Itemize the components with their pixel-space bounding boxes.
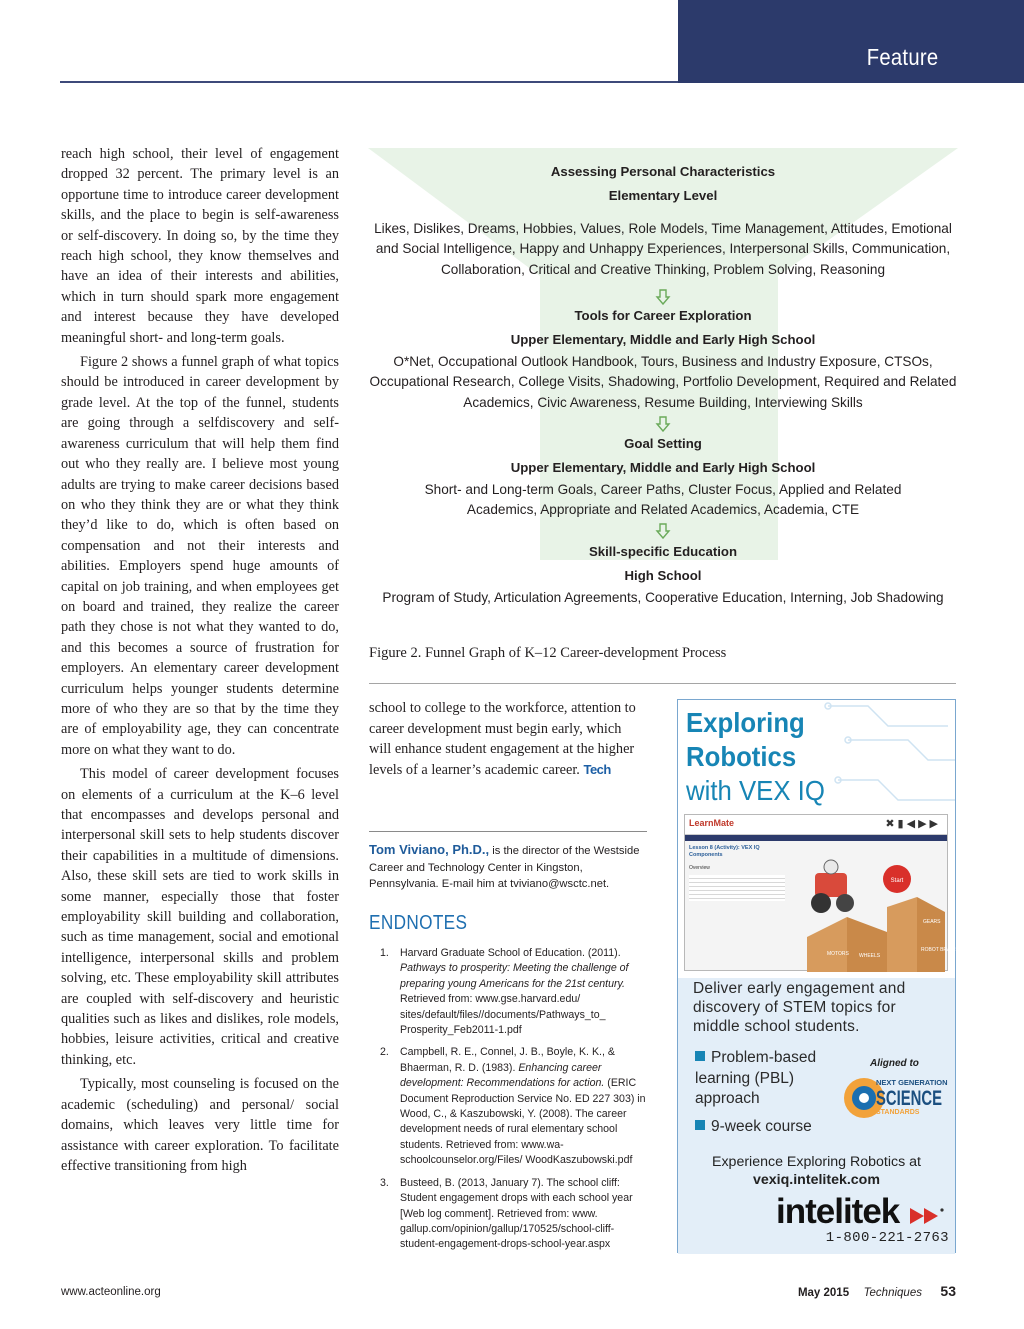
figure-divider [369,683,956,684]
intelitek-logo: intelitek [776,1192,900,1231]
funnel-figure [368,148,958,618]
endnote-item [369,1045,647,1168]
endnote-text: (ERIC Document Reproduction Service No. ED 227 303) in Wood, C., & Kaszubowski, Y. (2008). The career development needs of rural elementary school students. Retrieved from: www.wa-schoolcounselor.org/Files/ WoodKaszubowski.pdf [400,1077,646,1167]
footer-url[interactable]: www.acteonline.org [61,1286,161,1298]
start-button-label: Start [890,878,904,884]
down-arrow-icon [656,523,670,539]
section-label: Feature [866,44,938,70]
box-label: WHEELS [859,953,881,959]
author-bio [369,842,649,893]
stage-items: Likes, Dislikes, Dreams, Hobbies, Values, Role Models, Time Management, Attitudes, Emotional and Social Intelligence, Happy and Unhappy Experiences, Interpersonal Skills, Communication, Collaboration, Critical and Creative Thinking, Problem Solving, Reasoning [374,221,952,277]
stage-title: Goal Setting [624,436,702,451]
bullet-square-icon [695,1120,705,1130]
author-name: Tom Viviano, Ph.D., [369,842,490,857]
funnel-stage-3 [368,432,958,521]
ad-headline-line: Robotics [686,741,797,772]
ad-phone: 1-800-221-2763 [825,1230,949,1246]
stage-items: Program of Study, Articulation Agreements, Cooperative Education, Interning, Job Shadowing [382,590,944,605]
stage-items: Short- and Long-term Goals, Career Paths, Cluster Focus, Applied and Related Academics, Appropriate and Related Academics, Academia, CTE [424,482,902,518]
box-label: GEARS [923,919,941,925]
issue-date: May 2015 [797,1287,850,1299]
cta-url[interactable]: vexiq.intelitek.com [753,1172,880,1188]
app-toolbar [685,815,947,835]
aligned-label: Aligned to [870,1058,919,1069]
ngss-text: NEXT GENERATION [876,1078,948,1087]
body-column-left [61,144,339,1180]
ad-bullet-text: 9-week course [711,1118,812,1135]
app-logo: LearnMate [689,818,735,828]
author-bio-text: is the director of the Westside Career and Technology Center in Kingston, Pennsylvania. E-mail him at tviviano@wsctc.net. [369,845,640,890]
endnote-number: 2. [380,1046,389,1059]
body-paragraph: school to college to the workforce, attention to career development must begin early, which will enhance student engagement at the higher levels of a learner’s academic career. [369,700,636,778]
toolbar-icons: ✖▮◀▶▶ [885,817,941,830]
ad-headline-line: Exploring [686,707,805,738]
ngss-text: STANDARDS [876,1109,920,1116]
bullet-square-icon [695,1051,705,1061]
stage-title: Tools for Career Exploration [574,308,752,323]
ad-call-to-action [678,1153,955,1189]
footer-folio [798,1283,956,1301]
down-arrow-icon [656,416,670,432]
endnote-item [369,1176,647,1253]
body-paragraph: reach high school, their level of engagement dropped 32 percent. The primary level is an opportune time to introduce career development skills, and the place to begin is self-awareness or self-discovery. In doing so, by the time they reach high school, they know themselves and have an idea of their interests and abilities, which in turn should spark more engagement and interest because they have developed meaningful short- and long-term goals. [61,146,339,346]
ad-headline [686,706,837,808]
funnel-stage-2 [368,304,958,413]
box-label: ROBOT BRAINS [921,947,959,953]
tech-end-mark: Tech [583,761,611,777]
funnel-stage-1 [368,160,958,280]
stage-level: Upper Elementary, Middle and Early High School [510,460,816,475]
body-column-middle [369,698,647,780]
lesson-title: Lesson 8 (Activity): VEX IQ Components [689,845,760,858]
ngss-logo [844,1072,948,1124]
ad-hero [678,700,959,980]
ad-bullet [695,1117,812,1138]
funnel-stage-4 [368,540,958,608]
down-arrow-icon [656,289,670,305]
ngss-text: SCIENCE [876,1087,942,1110]
endnotes-list [369,946,647,1260]
robot-scene [787,837,959,972]
body-paragraph: Typically, most counseling is focused on the academic (scheduling) and personal/ social domains, which leaves very little time for assistance with career exploration. To facilitate effective transitioning from high [61,1076,339,1174]
stage-level: Elementary Level [608,188,718,203]
endnote-title: Enhancing career development: Recommendations for action. [400,1061,605,1090]
learnmate-screenshot [684,814,959,971]
magazine-name: Techniques [863,1287,922,1299]
endnote-number: 3. [380,1176,389,1189]
endnote-title: Pathways to prosperity: Meeting the challenge of preparing young Americans for the 21st century. [400,962,629,990]
bio-divider [369,831,647,832]
endnote-text: Busteed, B. (2013, January 7). The school cliff: Student engagement drops with each school year [Web log comment]. Retrieved from: www. gallup.com/opinion/gallup/170525/school-cliff-student-engagement-drops-school-year.aspx [400,1176,633,1251]
cta-line: Experience Exploring Robotics at [712,1154,921,1170]
endnote-item [369,946,647,1038]
header-rule [60,81,678,83]
intelitek-advertisement[interactable] [677,699,959,1253]
ad-tagline: Deliver early engagement and discovery of STEM topics for middle school students. [693,980,906,1035]
page-number: 53 [940,1283,956,1299]
endnote-text: Retrieved from: www.gse.harvard.edu/ sites/default/files//documents/Pathways_to_ Prosperity_Feb2011-1.pdf [400,993,606,1037]
stage-title: Assessing Personal Characteristics [550,164,776,179]
stage-items: O*Net, Occupational Outlook Handbook, Tours, Business and Industry Exposure, CTSOs, Occupational Research, College Visits, Shadowing, Portfolio Development, Required and Related Academics, Civic Awareness, Resume Building, Interviewing Skills [369,354,957,410]
endnotes-heading: ENDNOTES [369,912,468,934]
section-tab [678,0,1024,83]
box-label: MOTORS [827,951,849,957]
lesson-text-lines [689,875,785,901]
endnote-number: 1. [380,947,389,959]
ad-bullet-text: Problem-based learning (PBL) approach [695,1049,817,1107]
body-paragraph: This model of career development focuses on elements of a curriculum at the K–6 level that encompasses and develops personal and interpersonal skill sets to help students discover their capabilities in a multitude of dimensions. Also, these skill sets are tied to work skills in some manner, especially those that foster employability skill building and collaboration, such as time management, social and emotional intelligence, interpersonal skills and problem solving, etc. These employability skill attributes are coupled with self-discovery and heuristic qualities such as likes and dislikes, role models, hobbies, leisure activities, critical and creative thinking, etc. [61,766,339,1068]
lesson-section: Overview [689,865,710,871]
body-paragraph: Figure 2 shows a funnel graph of what topics should be introduced in career development by grade level. At the top of the funnel, students are going through a selfdiscovery and self-awareness curriculum that will help them find out who they really are. I believe most young adults are trying to make career decisions based on who they think they are or what they think they’d like to do, which is often based on compensation and not their interests and abilities. Employers spend huge amounts of capital on job training, and when employees get on board and trained, they realize the career path they chose is not what they wanted to do, and this becomes a source of frustration for employers. An elementary career development curriculum helps younger students determine more of who they are so that by the time they are of employability age, they can concentrate more on what they want to do. [61,354,339,758]
stage-title: Skill-specific Education [588,544,738,559]
figure-caption: Figure 2. Funnel Graph of K–12 Career-development Process [369,645,727,661]
fast-forward-icon [910,1206,946,1226]
ad-bullet [695,1048,845,1110]
stage-level: High School [624,568,702,583]
endnote-text: Campbell, R. E., Connel, J. B., Boyle, K. K., & Bhaerman, R. D. (1983). [400,1046,615,1074]
stage-level: Upper Elementary, Middle and Early High School [510,332,816,347]
ad-headline-line: with VEX IQ [686,775,825,806]
endnote-text: Harvard Graduate School of Education. (2011). [400,947,621,959]
